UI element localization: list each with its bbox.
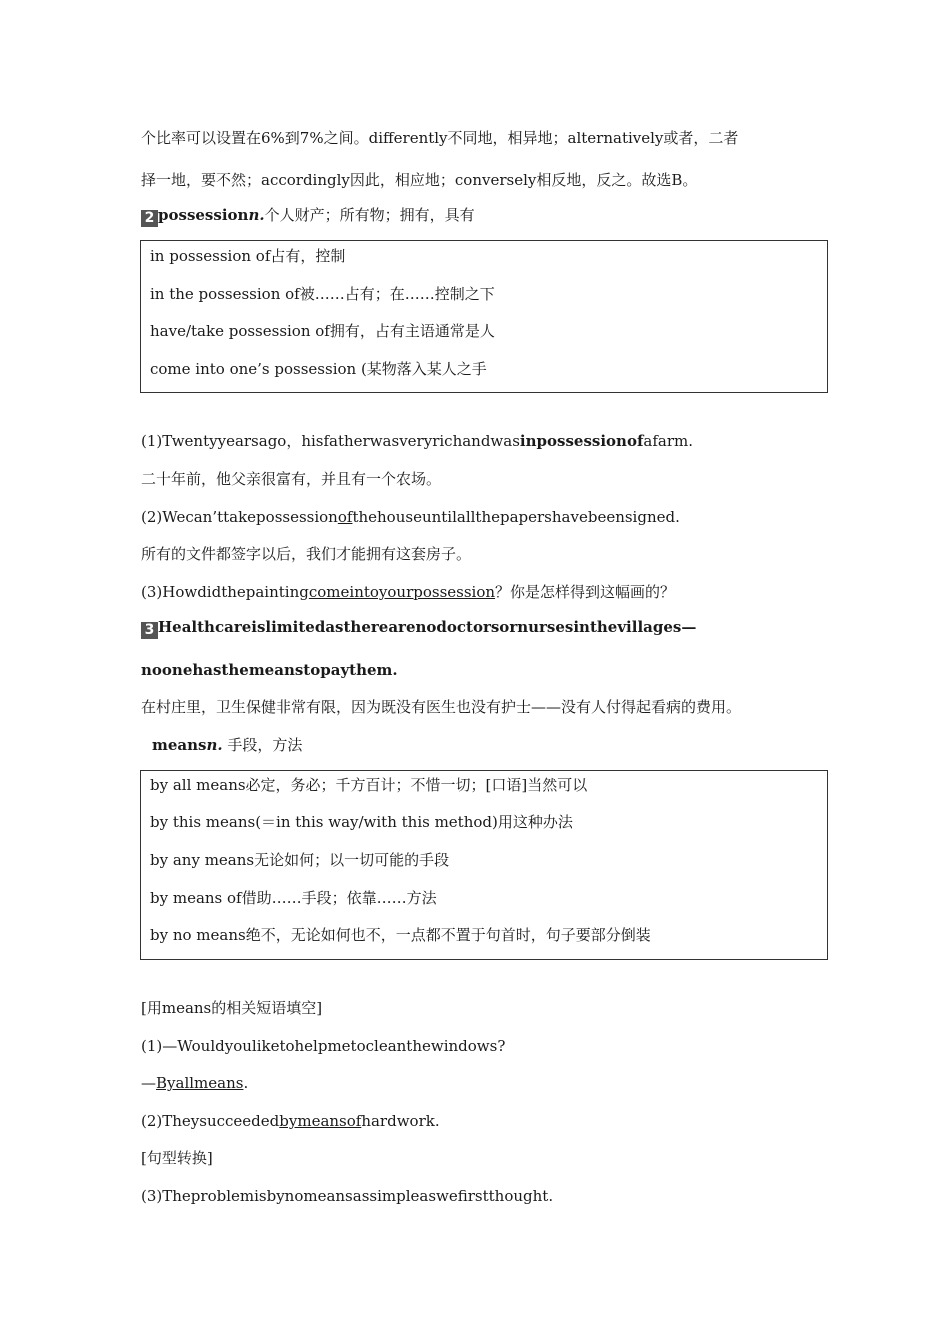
section-2-heading	[141, 205, 475, 227]
example-text: (3)Howdidthepainting	[141, 583, 309, 601]
example-text: thehouseuntilallthepapershavebeensigned.	[352, 508, 680, 526]
answer-fill: bymeansof	[279, 1112, 362, 1130]
example-1	[141, 431, 693, 451]
example-answer: comeintoyourpossession	[308, 583, 496, 601]
example-text: (2)Wecan’ttakepossession	[141, 508, 338, 526]
phrase-item: come into one’s possession (某物落入某人之手	[150, 360, 487, 378]
sentence-line: Healthcareislimitedastherearenodoctorsornursesinthevillages—	[158, 618, 697, 636]
example-2-translation: 所有的文件都签字以后，我们才能拥有这套房子。	[141, 545, 472, 563]
phrase-item: by any means无论如何；以一切可能的手段	[150, 851, 450, 869]
example-2	[141, 507, 680, 527]
phrase-box-means	[140, 770, 828, 960]
question-3: (3)Theproblemisbynomeansassimpleaswefirstthought.	[141, 1187, 554, 1205]
part-of-speech: n.	[206, 736, 223, 754]
phrase-item: by all means必定，务必；千方百计；不惜一切；[口语]当然可以	[150, 776, 588, 794]
section-number-badge: 2	[141, 210, 158, 227]
example-answer: of	[337, 508, 353, 526]
fill-header: [用means的相关短语填空]	[141, 999, 323, 1017]
phrase-item: by means of借助……手段；依靠……方法	[150, 889, 437, 907]
phrase-item: by this means(＝in this way/with this method)用这种办法	[150, 813, 573, 831]
example-answer: inpossessionof	[519, 432, 644, 450]
section-number-badge: 3	[141, 622, 158, 639]
question-2	[141, 1111, 440, 1131]
section-3-sentence	[141, 617, 696, 639]
means-heading	[152, 735, 302, 755]
section-3-translation: 在村庄里，卫生保健非常有限，因为既没有医生也没有护士——没有人付得起看病的费用。	[141, 698, 742, 716]
answer-fill: Byallmeans	[156, 1074, 244, 1092]
example-1-translation: 二十年前，他父亲很富有，并且有一个农场。	[141, 470, 442, 488]
phrase-item: by no means绝不，无论如何也不，一点都不置于句首时，句子要部分倒装	[150, 926, 651, 944]
phrase-item: have/take possession of拥有，占有主语通常是人	[150, 322, 495, 340]
headword: means	[152, 736, 207, 754]
answer-text: .	[243, 1074, 249, 1092]
definition: 手段，方法	[227, 736, 303, 754]
intro-line-1: 个比率可以设置在6%到7%之间。differently不同地，相异地；alternatively或者，二者	[141, 129, 739, 147]
example-text: afarm.	[643, 432, 694, 450]
phrase-item: in possession of占有，控制	[150, 247, 346, 265]
answer-1	[141, 1073, 248, 1093]
section-3-sentence-cont: noonehasthemeanstopaythem.	[141, 661, 398, 679]
intro-line-2: 择一地，要不然；accordingly因此，相应地；conversely相反地，反之。故选B。	[141, 171, 698, 189]
transform-header: [句型转换]	[141, 1149, 213, 1167]
headword: possession	[158, 206, 249, 224]
phrase-item: in the possession of被……占有；在……控制之下	[150, 285, 495, 303]
question-text: (2)Theysucceeded	[141, 1112, 280, 1130]
part-of-speech: n.	[248, 206, 265, 224]
question-text: hardwork.	[361, 1112, 440, 1130]
example-text: ？你是怎样得到这幅画的？	[495, 583, 676, 601]
definition: 个人财产；所有物；拥有，具有	[264, 206, 475, 224]
phrase-box-possession	[140, 240, 828, 393]
answer-text: —	[141, 1074, 156, 1092]
question-1: (1)—Wouldyouliketohelpmetocleanthewindows?	[141, 1037, 506, 1055]
example-3	[141, 582, 675, 602]
example-text: (1)Twentyyearsago，hisfatherwasveryrichandwas	[141, 432, 520, 450]
